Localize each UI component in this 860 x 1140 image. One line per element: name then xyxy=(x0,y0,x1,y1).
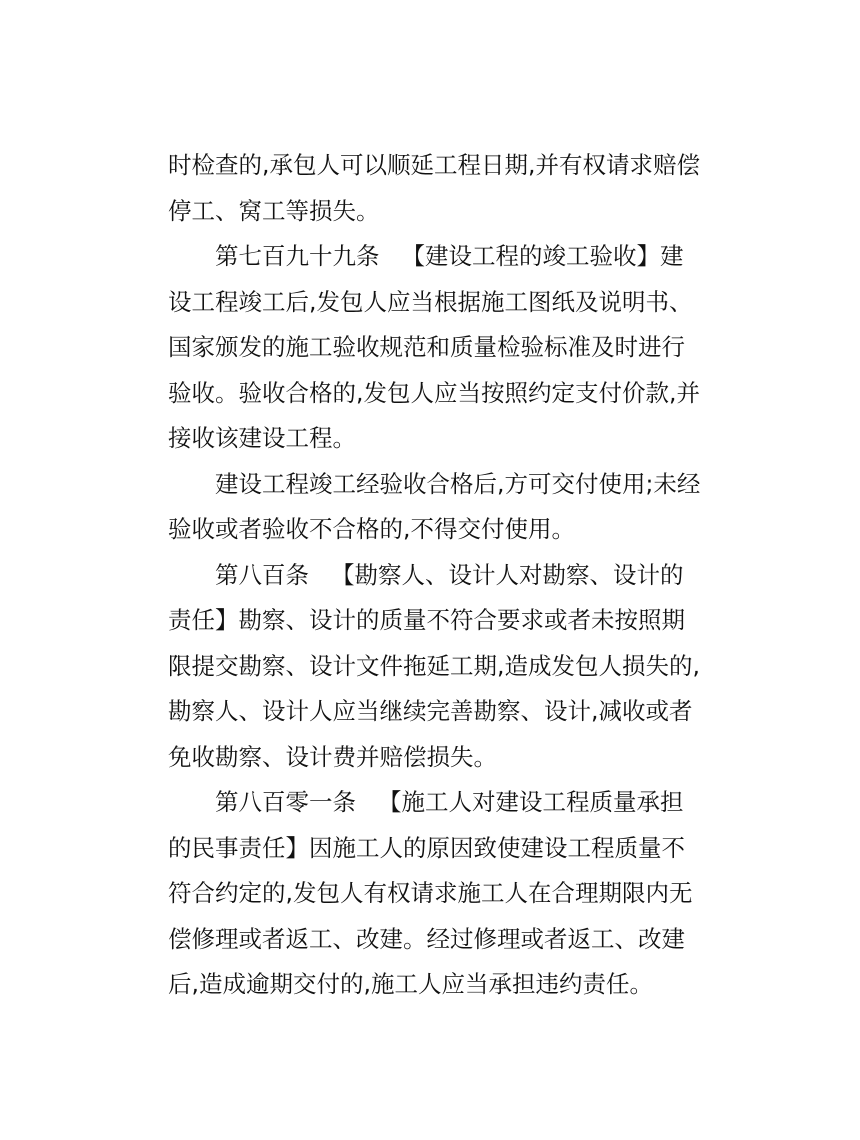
article-title: 【施工人对建设工程质量承担 xyxy=(378,788,684,816)
text-line: 的民事责任】因施工人的原因致使建设工程质量不 xyxy=(168,833,685,862)
article-800-heading-line xyxy=(168,553,698,599)
text-line: 国家颁发的施工验收规范和质量检验标准及时进行 xyxy=(168,333,685,361)
text-line: 责任】勘察、设计的质量不符合要求或者未按照期 xyxy=(168,606,685,634)
text-line: 勘察人、设计人应当继续完善勘察、设计,减收或者 xyxy=(168,697,693,725)
text-line: 验收或者验收不合格的,不得交付使用。 xyxy=(168,515,575,543)
text-line: 限提交勘察、设计文件拖延工期,造成发包人损失的, xyxy=(168,651,700,680)
text-line: 后,造成逾期交付的,施工人应当承担违约责任。 xyxy=(168,970,653,998)
article-title: 【建设工程的竣工验收】建 xyxy=(401,242,684,270)
article-number: 第八百条 xyxy=(215,560,309,589)
text-line: 接收该建设工程。 xyxy=(168,424,356,452)
article-title: 【勘察人、设计人对勘察、设计的 xyxy=(331,560,684,589)
text-line: 建设工程竣工经验收合格后,方可交付使用;未经 xyxy=(215,469,701,498)
text-line: 验收。验收合格的,发包人应当按照约定支付价款,并 xyxy=(168,378,700,407)
article-number: 第七百九十九条 xyxy=(215,242,380,270)
text-line: 停工、窝工等损失。 xyxy=(168,196,380,225)
text-line: 设工程竣工后,发包人应当根据施工图纸及说明书、 xyxy=(168,287,693,316)
text-line: 符合约定的,发包人有权请求施工人在合理期限内无 xyxy=(168,879,693,907)
article-799-heading-line xyxy=(168,234,698,280)
text-line: 时检查的,承包人可以顺延工程日期,并有权请求赔偿 xyxy=(168,151,700,179)
article-number: 第八百零一条 xyxy=(215,788,356,816)
article-801-heading-line xyxy=(168,780,698,826)
text-line: 偿修理或者返工、改建。经过修理或者返工、改建 xyxy=(168,924,685,953)
text-line: 免收勘察、设计费并赔偿损失。 xyxy=(168,742,497,771)
document-body xyxy=(168,143,701,1008)
